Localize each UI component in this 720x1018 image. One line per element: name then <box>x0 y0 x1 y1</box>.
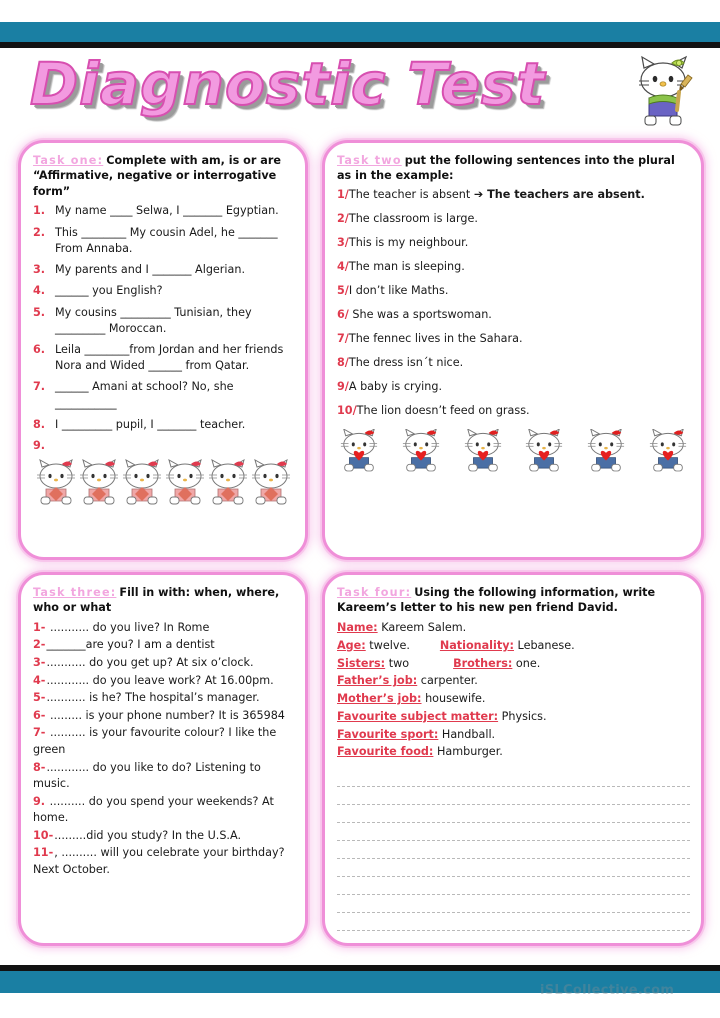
hello-kitty-icon <box>250 459 292 505</box>
question-text[interactable]: The lion doesn’t feed on grass. <box>356 404 530 418</box>
task-three-label: Task three: <box>33 586 117 599</box>
info-label: Brothers: <box>453 656 513 670</box>
list-item <box>337 332 690 347</box>
list-item <box>33 673 294 690</box>
task-two-instruction: put the following sentences into the plural as in the example: <box>337 154 675 183</box>
example-answer: The teachers are absent. <box>483 187 645 201</box>
info-value: Kareem Salem. <box>377 620 467 634</box>
list-item <box>337 236 690 251</box>
question-number: 9/ <box>337 380 349 394</box>
info-value: Physics. <box>498 709 547 723</box>
task-one-heading <box>33 153 294 199</box>
hello-kitty-icon <box>463 429 503 473</box>
question-text[interactable]: A baby is crying. <box>348 380 443 394</box>
info-row-age-nationality <box>337 638 690 655</box>
question-number: 5/ <box>337 284 349 298</box>
question-text[interactable]: The teacher is absent <box>348 187 474 201</box>
question-text[interactable]: The classroom is large. <box>348 211 478 225</box>
question-text[interactable]: I don’t like Maths. <box>348 284 449 298</box>
hello-kitty-icon <box>164 459 206 505</box>
hello-kitty-icon <box>339 429 379 473</box>
info-label: Sisters: <box>337 656 386 670</box>
answer-line[interactable] <box>337 859 690 877</box>
task-four-info-list <box>337 620 690 761</box>
question-text[interactable]: ______ you English? <box>55 284 163 298</box>
list-item <box>33 708 294 725</box>
list-item <box>33 438 294 454</box>
list-item <box>33 342 294 374</box>
info-row-sisters-brothers <box>337 656 690 673</box>
question-text[interactable]: ........... do you live? In Rome <box>46 620 210 634</box>
task-four-panel <box>322 572 704 946</box>
question-number: 9. <box>33 439 46 453</box>
list-item <box>33 845 294 878</box>
list-item <box>33 725 294 758</box>
info-value: Handball. <box>438 727 496 741</box>
task-four-instruction: Using the following information, write Kareem’s letter to his new pen friend David. <box>337 586 656 615</box>
list-item <box>33 828 294 845</box>
question-number: 6. <box>33 343 46 356</box>
list-item <box>337 356 690 371</box>
question-number: 7. <box>33 380 46 394</box>
question-number: 2/ <box>337 211 349 225</box>
question-number: 1/ <box>337 187 349 201</box>
info-row-fathers-job <box>337 673 690 690</box>
question-number: 2- <box>33 638 46 652</box>
task-two-kitty-decoration-row <box>337 429 690 473</box>
list-item <box>337 260 690 275</box>
info-label: Father’s job: <box>337 674 418 688</box>
task-four-label: Task four: <box>337 586 412 599</box>
site-watermark: iSLCollective.com <box>540 983 675 998</box>
list-item <box>33 305 294 337</box>
task-three-panel <box>18 572 308 946</box>
question-text[interactable]: .........did you study? In the U.S.A. <box>54 828 242 842</box>
question-text[interactable]: The man is sleeping. <box>348 260 465 274</box>
list-item <box>337 284 690 299</box>
question-number: 10/ <box>337 404 357 418</box>
question-text[interactable]: This is my neighbour. <box>348 236 469 250</box>
question-text[interactable]: .......... do you spend your weekends? At home. <box>33 794 274 825</box>
question-number: 11- <box>33 846 54 860</box>
task-two-heading <box>337 153 690 184</box>
info-value: one. <box>512 656 541 670</box>
question-text[interactable]: She was a sportswoman. <box>348 308 492 322</box>
task-three-question-list <box>33 620 294 879</box>
info-label: Nationality: <box>439 638 514 652</box>
list-item <box>33 637 294 654</box>
info-value: Lebanese. <box>513 638 575 652</box>
hello-kitty-icon <box>648 429 688 473</box>
question-number: 1- <box>33 620 46 634</box>
question-text[interactable] <box>55 438 294 454</box>
question-text[interactable]: , .......... will you celebrate your birthday? Next October. <box>33 846 285 876</box>
answer-line[interactable] <box>337 787 690 805</box>
hello-kitty-icon <box>121 459 163 505</box>
hello-kitty-icon <box>78 459 120 505</box>
question-text[interactable]: The fennec lives in the Sahara. <box>348 332 523 346</box>
info-value: housewife. <box>421 692 486 706</box>
question-number: 2. <box>33 225 46 239</box>
question-number: 7- <box>33 726 46 740</box>
question-text[interactable]: _______are you? I am a dentist <box>46 638 215 652</box>
question-number: 5. <box>33 305 46 319</box>
info-value: Hamburger. <box>433 745 503 759</box>
task-four-answer-lines[interactable] <box>337 769 690 946</box>
info-value: twelve. <box>365 638 410 652</box>
info-label: Name: <box>337 620 378 634</box>
top-teal-bar <box>0 22 720 42</box>
question-number: 10- <box>33 828 54 842</box>
info-row-mothers-job <box>337 691 690 708</box>
list-item <box>33 379 294 411</box>
question-number: 8/ <box>337 356 349 370</box>
question-number: 6/ <box>337 308 349 322</box>
list-item <box>337 308 690 323</box>
list-item <box>337 404 690 419</box>
task-two-panel <box>322 140 704 560</box>
question-number: 3- <box>33 656 46 670</box>
hello-kitty-icon <box>524 429 564 473</box>
question-number: 7/ <box>337 332 349 346</box>
list-item <box>33 620 294 637</box>
list-item <box>33 760 294 793</box>
question-number: 4- <box>33 673 46 687</box>
answer-line[interactable] <box>337 841 690 859</box>
task-three-heading <box>33 585 294 616</box>
task-three-instruction: Fill in with: when, where, who or what <box>33 586 280 615</box>
task-one-kitty-decoration-row <box>33 459 294 505</box>
list-item <box>33 690 294 707</box>
list-item <box>337 188 690 203</box>
answer-line[interactable] <box>337 913 690 931</box>
question-text[interactable]: My name ____ Selwa, I _______ Egyptian. <box>55 204 279 218</box>
answer-line[interactable] <box>337 805 690 823</box>
question-number: 4. <box>33 284 46 298</box>
question-number: 5- <box>33 691 46 705</box>
list-item <box>33 417 294 433</box>
task-two-label: Task two <box>337 154 402 167</box>
info-row-favourite-subject <box>337 709 690 726</box>
list-item <box>33 225 294 257</box>
hello-kitty-icon <box>586 429 626 473</box>
list-item <box>33 262 294 278</box>
question-number: 8. <box>33 417 46 431</box>
question-number: 3. <box>33 263 46 277</box>
question-number: 4/ <box>337 260 349 274</box>
question-text[interactable]: My cousins _________ Tunisian, they _________ Moroccan. <box>55 305 252 335</box>
question-text[interactable]: ......... is your phone number? It is 365984 <box>46 708 285 722</box>
list-item <box>337 212 690 227</box>
list-item <box>337 380 690 395</box>
task-one-question-list <box>33 203 294 454</box>
question-text[interactable]: My parents and I _______ Algerian. <box>55 263 246 277</box>
info-row-name <box>337 620 690 637</box>
question-number: 1. <box>33 204 46 218</box>
task-one-instruction: Complete with am, is or are “Affirmative, negative or interrogative form” <box>33 154 281 198</box>
question-number: 9. <box>33 794 46 808</box>
answer-line[interactable] <box>337 823 690 841</box>
task-two-question-list <box>337 188 690 419</box>
hello-kitty-icon <box>207 459 249 505</box>
arrow-icon: ➔ <box>473 187 484 201</box>
info-label: Favourite food: <box>337 745 434 759</box>
info-row-favourite-sport <box>337 727 690 744</box>
info-label: Favourite sport: <box>337 727 439 741</box>
info-value: two <box>385 656 410 670</box>
task-four-heading <box>337 585 690 616</box>
answer-line[interactable] <box>337 769 690 787</box>
question-text[interactable]: ............ do you leave work? At 16.00pm. <box>46 673 274 687</box>
question-text[interactable]: ............ do you like to do? Listening to music. <box>33 760 261 791</box>
answer-line[interactable] <box>337 895 690 913</box>
info-label: Age: <box>337 638 366 652</box>
question-number: 8- <box>33 760 46 774</box>
title-row <box>0 48 720 134</box>
list-item <box>33 655 294 672</box>
task-one-label: Task one: <box>33 154 104 167</box>
question-text[interactable]: This ________ My cousin Adel, he _______ From Annaba. <box>55 225 278 255</box>
question-text[interactable]: Leila ________from Jordan and her friends Nora and Wided ______ from Qatar. <box>55 343 284 373</box>
hello-kitty-icon <box>401 429 441 473</box>
question-text[interactable]: ........... is he? The hospital’s manager. <box>46 691 260 705</box>
question-text[interactable]: ______ Amani at school? No, she ___________ <box>55 380 234 410</box>
info-label: Mother’s job: <box>337 692 422 706</box>
question-number: 3/ <box>337 236 349 250</box>
info-label: Favourite subject matter: <box>337 709 499 723</box>
info-row-favourite-food <box>337 744 690 761</box>
question-text[interactable]: ........... do you get up? At six o’clock. <box>46 656 254 670</box>
list-item <box>33 794 294 827</box>
question-text[interactable]: .......... is your favourite colour? I like the green <box>33 726 277 756</box>
question-text[interactable]: The dress isn´t nice. <box>348 356 464 370</box>
question-number: 6- <box>33 708 46 722</box>
answer-line[interactable] <box>337 931 531 946</box>
list-item <box>33 203 294 219</box>
hello-kitty-mascot-icon <box>636 54 698 136</box>
info-value: carpenter. <box>417 674 478 688</box>
task-one-panel <box>18 140 308 560</box>
hello-kitty-icon <box>35 459 77 505</box>
question-text[interactable]: I _________ pupil, I _______ teacher. <box>55 417 246 431</box>
page-title: Diagnostic Test <box>30 50 546 118</box>
list-item <box>33 283 294 299</box>
answer-line[interactable] <box>337 877 690 895</box>
